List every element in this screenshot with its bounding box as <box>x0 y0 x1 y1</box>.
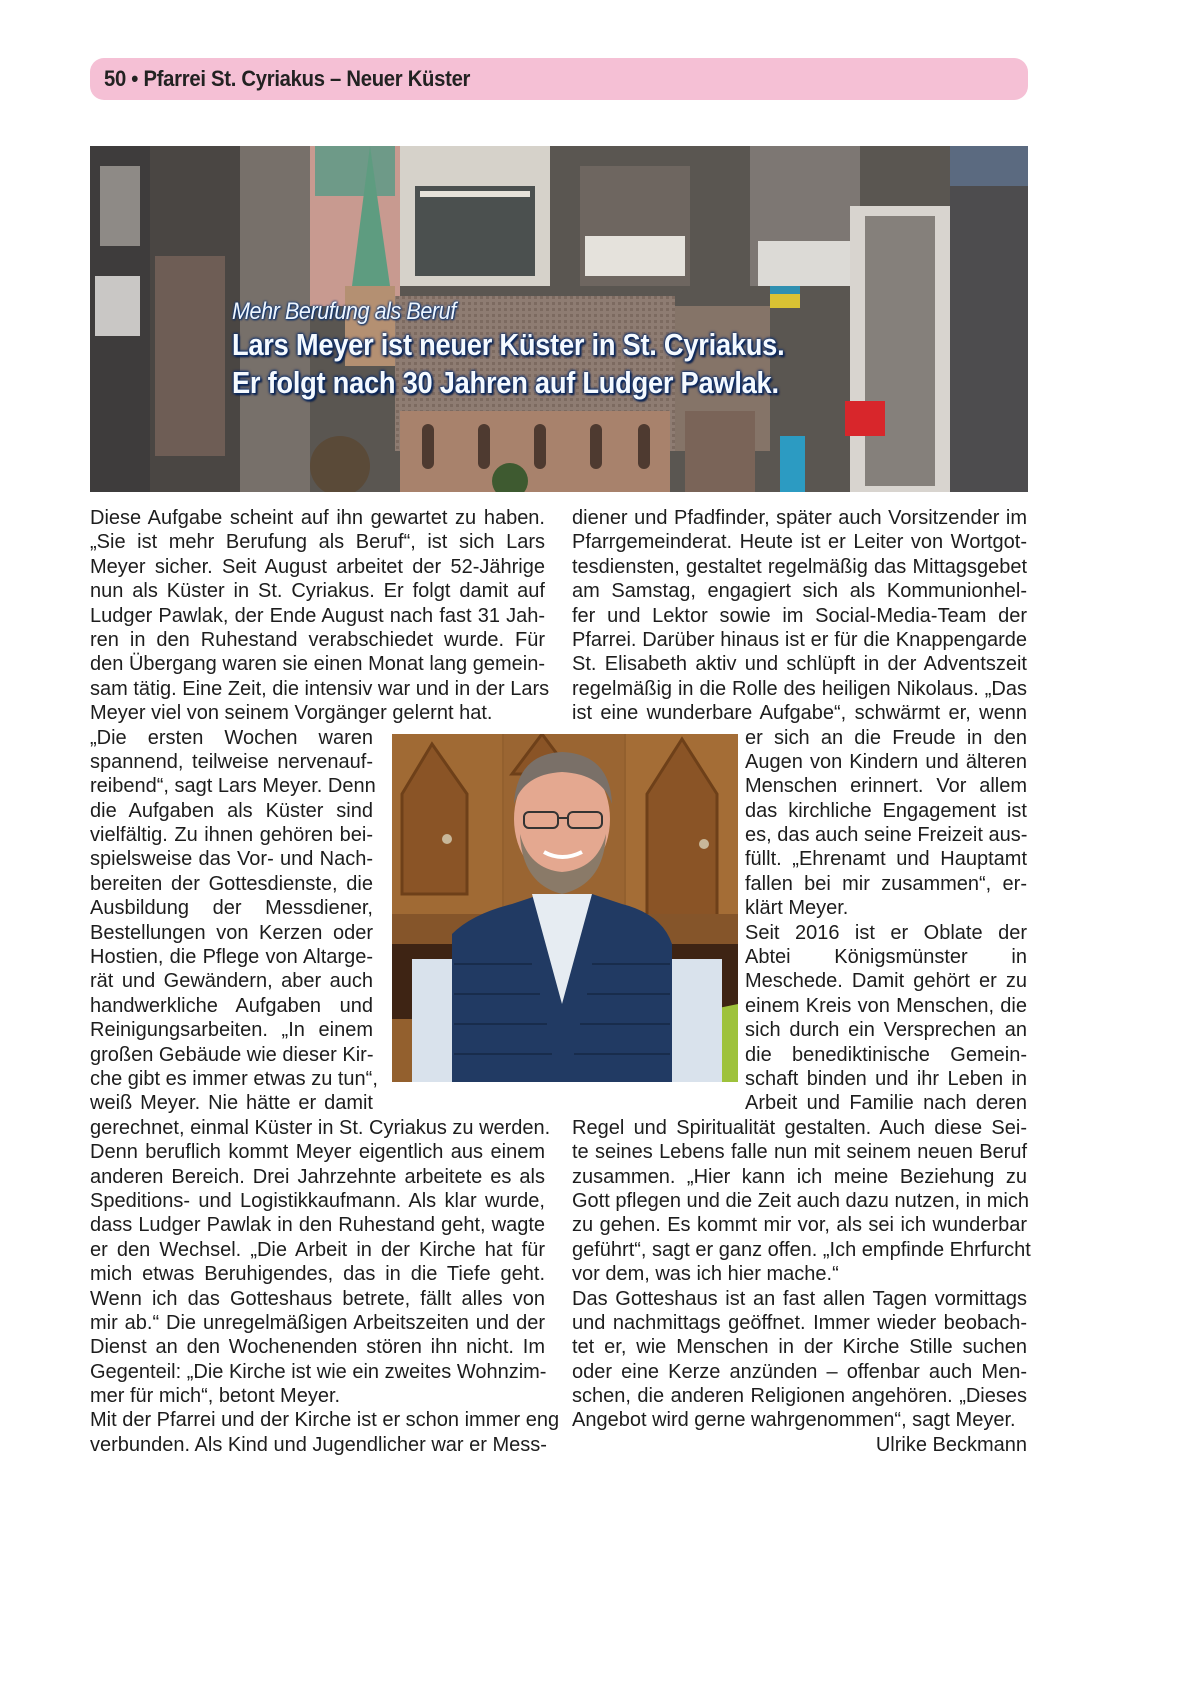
text-line: „Die ersten Wochen waren <box>90 726 373 749</box>
text-line: Meyer sicher. Seit August arbeitet der 52-Jährige <box>90 555 545 578</box>
text-line: weiß Meyer. Nie hätte er damit <box>90 1092 373 1115</box>
text-line: vielfältig. Zu ihnen gehören bei- <box>90 824 373 847</box>
text-line: er den Wechsel. „Die Arbeit in der Kirche hat für <box>90 1238 545 1261</box>
text-line: ren in den Ruhestand verabschiedet wurde. Für <box>90 628 545 651</box>
text-line: Seit 2016 ist er Oblate der <box>745 921 1027 944</box>
text-line: und nachmittags geöffnet. Immer wieder beobach- <box>572 1311 1027 1334</box>
text-line: mich etwas Beruhigendes, das in die Tiefe geht. <box>90 1263 545 1286</box>
text-line: es, das auch seine Freizeit aus- <box>745 824 1028 847</box>
text-line: mir ab.“ Die unregelmäßigen Arbeitszeiten und der <box>90 1311 545 1334</box>
text-line: gerechnet, einmal Küster in St. Cyriakus zu werden. <box>90 1116 551 1139</box>
text-line: Reinigungsarbeiten. „In einem <box>90 1019 373 1042</box>
text-line: nun als Küster in St. Cyriakus. Er folgt damit auf <box>90 580 545 603</box>
text-line: Bestellungen von Kerzen oder <box>90 921 373 944</box>
text-line: Angebot wird gerne wahrgenommen“, sagt Meyer. <box>572 1409 1016 1432</box>
text-line: zu gehen. Es kommt mir vor, als sei ich wunderbar <box>572 1214 1027 1237</box>
text-line: vor dem, was ich hier mache.“ <box>572 1263 839 1286</box>
text-line: am Samstag, engagiert sich als Kommunionhel- <box>572 580 1027 603</box>
text-line: Meschede. Damit gehört er zu <box>745 970 1027 993</box>
text-line: Pfarrgemeinderat. Heute ist er Leiter von Wortgot- <box>572 531 1027 554</box>
hero-headline-line-2: Er folgt nach 30 Jahren auf Ludger Pawlak. <box>232 365 779 400</box>
text-line: te seines Lebens falle nun mit seinem neuen Beruf <box>572 1141 1027 1164</box>
text-line: Ludger Pawlak, der Ende August nach fast 31 Jah- <box>90 604 545 627</box>
text-line: Gott pflegen und die Zeit auch dazu nutzen, in mich <box>572 1189 1029 1212</box>
text-line: tet er, wie Menschen in der Kirche Stille suchen <box>572 1336 1027 1359</box>
text-line: bereiten der Gottesdienste, die <box>90 872 373 895</box>
text-line: Gegenteil: „Die Kirche ist wie ein zweites Wohnzim- <box>90 1360 547 1383</box>
text-line: schaft binden und ihr Leben in <box>745 1067 1027 1090</box>
text-line: Diese Aufgabe scheint auf ihn gewartet zu haben. <box>90 507 545 529</box>
text-line: Ausbildung der Messdiener, <box>90 897 373 920</box>
hero-aerial-photo <box>90 146 1028 492</box>
article-right-column <box>572 506 1031 1457</box>
text-line: füllt. „Ehrenamt und Hauptamt <box>745 848 1027 871</box>
text-line: einem Kreis von Menschen, die <box>745 994 1027 1017</box>
hero-headline-line-1: Lars Meyer ist neuer Küster in St. Cyriakus. <box>232 327 785 362</box>
text-line: Denn beruflich kommt Meyer eigentlich aus einem <box>90 1141 545 1164</box>
text-line: Meyer viel von seinem Vorgänger gelernt hat. <box>90 702 493 725</box>
text-line: das kirchliche Engagement ist <box>745 799 1027 822</box>
text-line: „Sie ist mehr Berufung als Beruf“, ist sich Lars <box>90 531 545 554</box>
text-line: tesdiensten, gestaltet regelmäßig das Mittagsgebet <box>572 555 1027 578</box>
text-line: diener und Pfadfinder, später auch Vorsitzender im <box>572 507 1027 529</box>
text-line: St. Elisabeth aktiv und schlüpft in der Adventszeit <box>572 653 1027 676</box>
text-line: ist eine wunderbare Aufgabe“, schwärmt er, wenn <box>572 702 1027 725</box>
text-line: sich durch ein Versprechen an <box>745 1019 1027 1042</box>
text-line: Das Gotteshaus ist an fast allen Tagen vormittags <box>572 1287 1027 1310</box>
text-line: geführt“, sagt er ganz offen. „Ich empfinde Ehrfurcht <box>572 1238 1031 1261</box>
text-line: rät und Gewändern, aber auch <box>90 970 373 993</box>
text-line: reibend“, sagt Lars Meyer. Denn <box>90 775 376 798</box>
text-line: schen, die anderen Religionen angehören. „Dieses <box>572 1385 1027 1408</box>
text-line: Wenn ich das Gotteshaus betrete, fällt alles von <box>90 1287 545 1310</box>
text-line: handwerkliche Aufgaben und <box>90 994 373 1017</box>
text-line: Speditions- und Logistikkaufmann. Als klar wurde, <box>90 1189 545 1212</box>
text-line: mer für mich“, betont Meyer. <box>90 1385 341 1408</box>
text-line: verbunden. Als Kind und Jugendlicher war er Mess- <box>90 1433 547 1456</box>
article-author: Ulrike Beckmann <box>875 1433 1027 1456</box>
text-line: Mit der Pfarrei und der Kirche ist er schon immer eng <box>90 1409 560 1432</box>
text-line: Abtei Königsmünster in <box>745 946 1027 969</box>
text-line: sam tätig. Eine Zeit, die intensiv war und in der Lars <box>90 677 550 700</box>
text-line: den Übergang waren sie einen Monat lang gemein- <box>90 653 545 676</box>
text-line: dass Ludger Pawlak in den Ruhestand geht, wagte <box>90 1214 545 1237</box>
text-line: Dienst an den Wochenenden stören ihn nicht. Im <box>90 1336 545 1359</box>
text-line: Augen von Kindern und älteren <box>745 750 1027 773</box>
text-line: Regel und Spiritualität gestalten. Auch diese Sei- <box>572 1116 1027 1139</box>
text-line: che gibt es immer etwas zu tun“, <box>90 1067 378 1090</box>
hero-headline-block <box>232 298 860 402</box>
text-line: klärt Meyer. <box>745 897 849 920</box>
page-header-title: 50 • Pfarrei St. Cyriakus – Neuer Küster <box>104 66 471 91</box>
text-line: Hostien, die Pflege von Altarge- <box>90 946 373 969</box>
text-line: oder eine Kerze anzünden – offenbar auch Men- <box>572 1360 1027 1383</box>
text-line: regelmäßig in die Rolle des heiligen Nikolaus. „Das <box>572 677 1027 700</box>
text-line: spielsweise das Vor- und Nach- <box>90 848 373 871</box>
text-line: fer und Lektor sowie im Social-Media-Team der <box>572 604 1027 627</box>
text-line: Arbeit und Familie nach deren <box>745 1092 1027 1115</box>
text-line: großen Gebäude wie dieser Kir- <box>90 1043 374 1066</box>
page-header-bar <box>90 58 1028 100</box>
text-line: Pfarrei. Darüber hinaus ist er für die Knappengarde <box>572 628 1027 651</box>
text-line: zusammen. „Hier kann ich meine Beziehung zu <box>572 1165 1027 1188</box>
text-line: er sich an die Freude in den <box>745 726 1027 749</box>
text-line: Menschen erinnert. Vor allem <box>745 775 1027 798</box>
hero-kicker: Mehr Berufung als Beruf <box>232 298 456 325</box>
text-line: die benediktinische Gemein- <box>745 1043 1027 1066</box>
text-line: anderen Bereich. Drei Jahrzehnte arbeitete es als <box>90 1165 545 1188</box>
text-line: die Aufgaben als Küster sind <box>90 799 373 822</box>
text-line: spannend, teilweise nervenauf- <box>90 750 373 773</box>
text-line: fallen bei mir zusammen“, er- <box>745 872 1027 895</box>
